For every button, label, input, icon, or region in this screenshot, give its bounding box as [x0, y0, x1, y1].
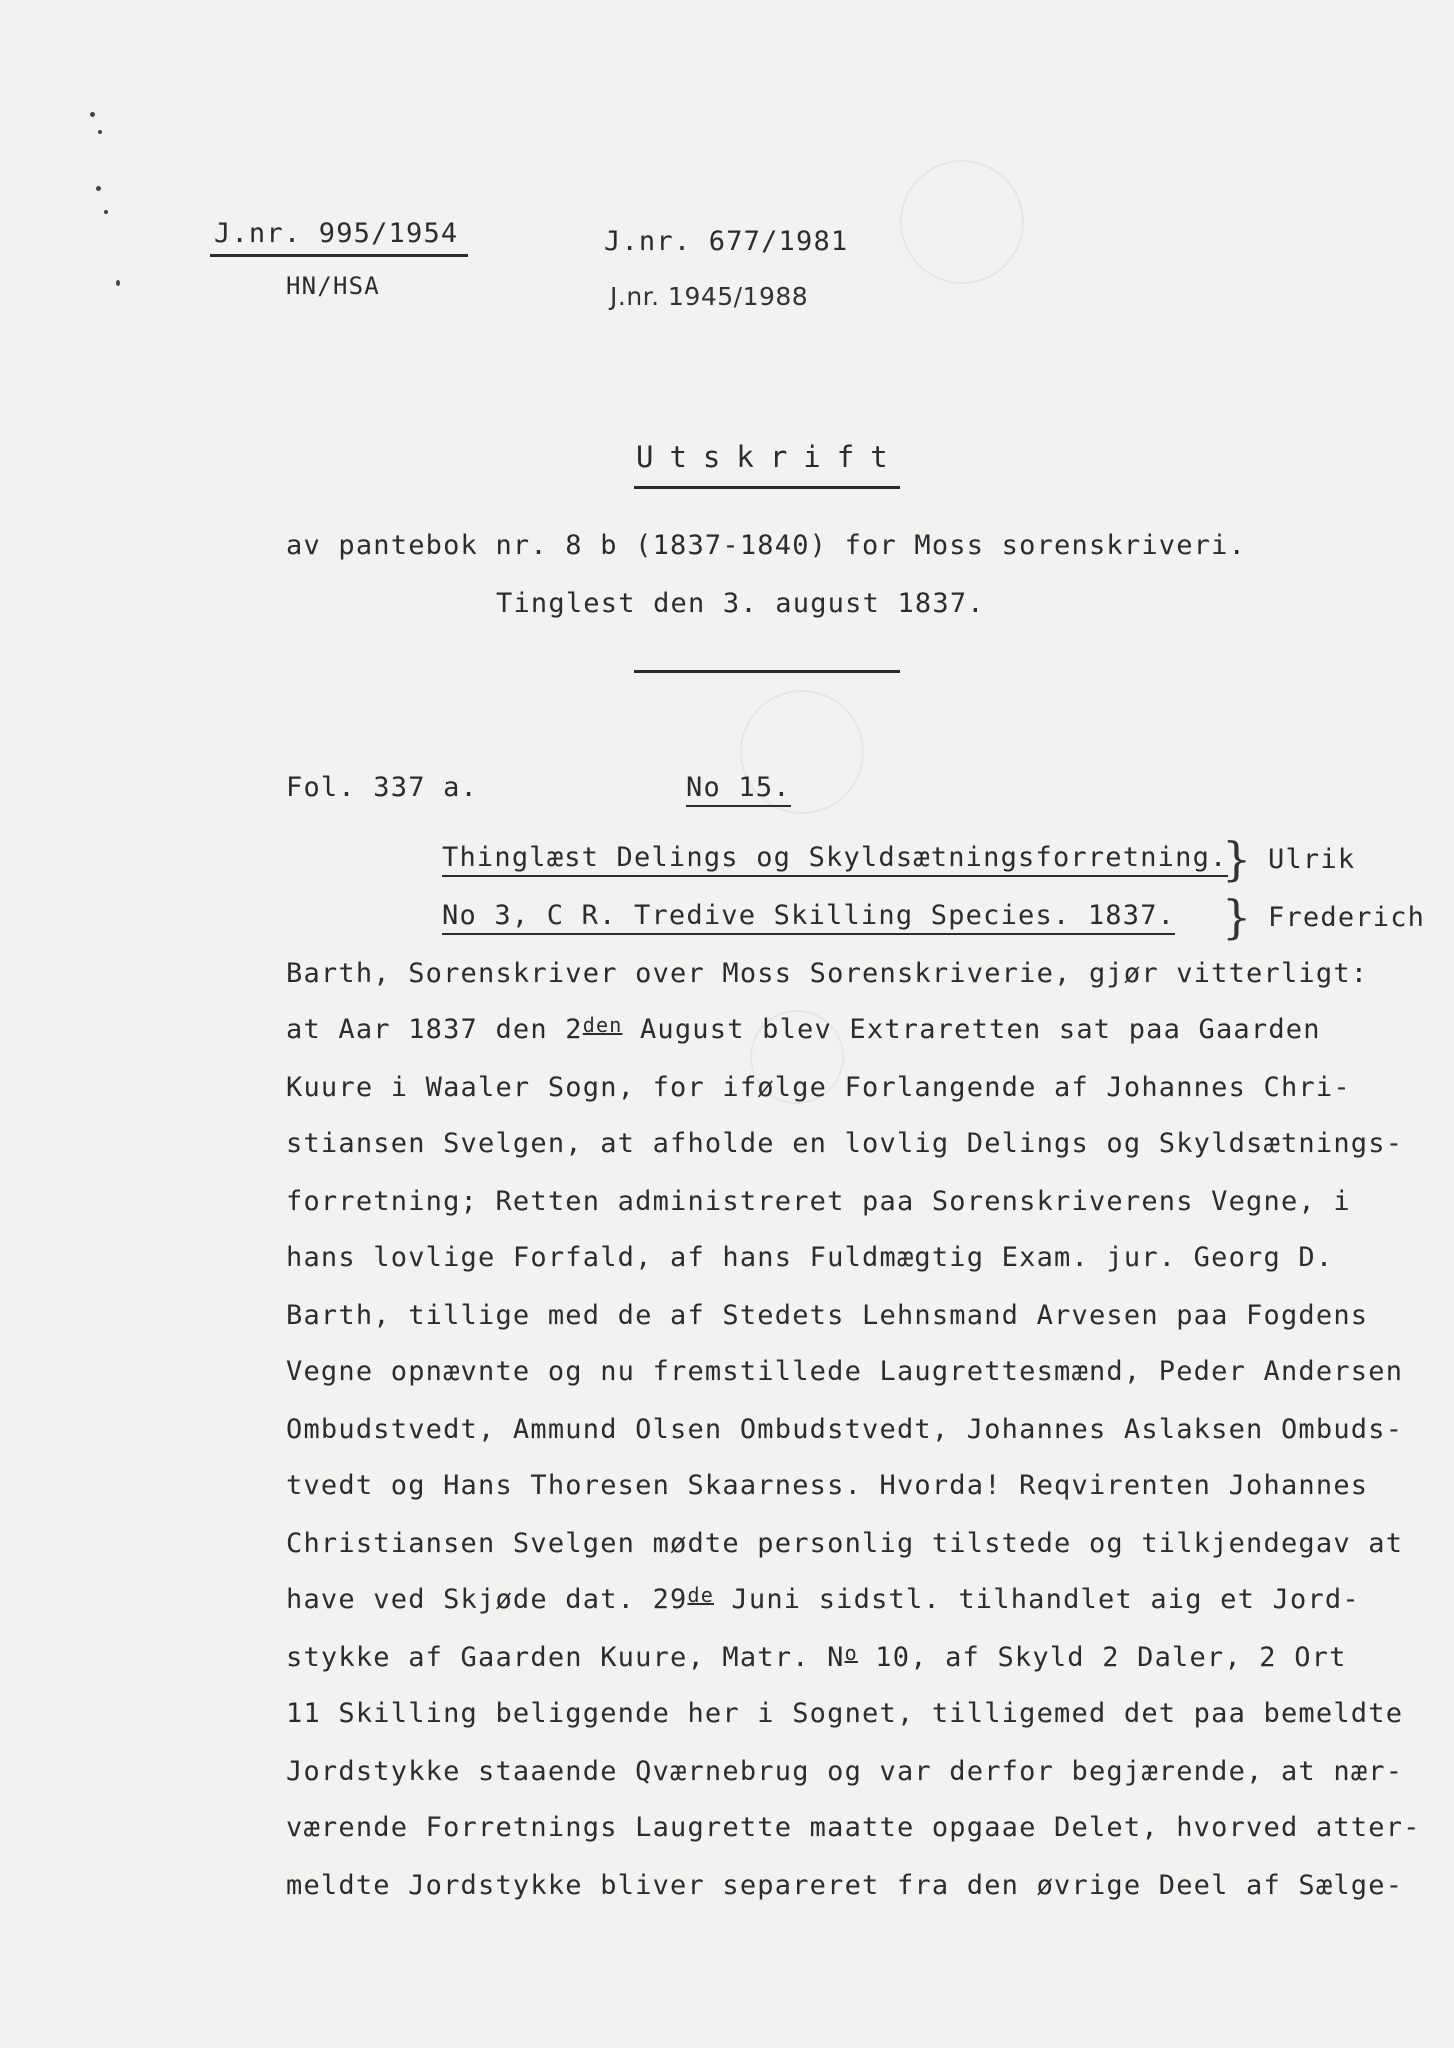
body-line: Vegne opnævnte og nu fremstillede Laugrettesmænd, Peder Andersen: [286, 1356, 1404, 1387]
entry-number: No 15.: [686, 772, 791, 807]
body-line: hans lovlige Forfald, af hans Fuldmægtig Exam. jur. Georg D.: [286, 1242, 1334, 1273]
title-rule: [634, 486, 900, 489]
journal-number-right-2: J.nr. 1945/1988: [610, 282, 809, 311]
body-line: Kuure i Waaler Sogn, for ifølge Forlangende af Johannes Chri-: [286, 1072, 1351, 1103]
body-line: Jordstykke staaende Qværnebrug og var derfor begjærende, at nær-: [286, 1756, 1404, 1787]
body-line: meldte Jordstykke bliver separeret fra den øvrige Deel af Sælge-: [286, 1870, 1404, 1901]
body-line: tvedt og Hans Thoresen Skaarness. Hvorda! Reqvirenten Johannes: [286, 1470, 1369, 1501]
bleed-through-mark: [900, 160, 1024, 284]
journal-number-right-1: J.nr. 677/1981: [604, 226, 849, 257]
body-line: forretning; Retten administreret paa Sorenskriverens Vegne, i: [286, 1186, 1351, 1217]
punch-speck: [116, 280, 120, 286]
document-title: Utskrift: [636, 440, 904, 474]
punch-speck: [96, 186, 101, 191]
body-line: stykke af Gaarden Kuure, Matr. $N^o$ 10, af Skyld 2 Daler, 2 Ort: [286, 1641, 1347, 1673]
body-line: værende Forretnings Laugrette maatte opgaae Delet, hvorved atter-: [286, 1812, 1421, 1843]
body-line: have ved Skjøde dat. 29de Juni sidstl. tilhandlet aig et Jord-: [286, 1583, 1360, 1615]
journal-number-left: J.nr. 995/1954: [214, 218, 459, 249]
body-line: at Aar 1837 den $2^{den}$ August blev Extraretten sat paa Gaarden: [286, 1013, 1321, 1045]
body-line: Christiansen Svelgen mødte personlig tilstede og tilkjendegav at: [286, 1528, 1404, 1559]
subtitle-source: av pantebok nr. 8 b (1837-1840) for Moss sorenskriveri.: [286, 530, 1247, 561]
margin-name-2: Frederich: [1268, 902, 1426, 933]
punch-speck: [98, 130, 102, 134]
section-rule: [634, 670, 900, 673]
punch-speck: [104, 210, 108, 214]
brace-mark: }: [1222, 890, 1252, 944]
body-line: Ombudstvedt, Ammund Olsen Ombudstvedt, Johannes Aslaksen Ombuds-: [286, 1414, 1404, 1445]
body-line: 11 Skilling beliggende her i Sognet, tilligemed det paa bemeldte: [286, 1698, 1404, 1729]
initials: HN/HSA: [286, 272, 380, 300]
body-line: Barth, tillige med de af Stedets Lehnsmand Arvesen paa Fogdens: [286, 1300, 1369, 1331]
punch-speck: [90, 112, 95, 117]
margin-name-1: Ulrik: [1268, 844, 1356, 875]
header-rule: [210, 254, 468, 257]
brace-mark: }: [1222, 832, 1252, 886]
entry-heading-1: Thinglæst Delings og Skyldsætningsforretning.: [442, 842, 1228, 877]
folio-reference: Fol. 337 a.: [286, 772, 479, 803]
body-line: stiansen Svelgen, at afholde en lovlig Delings og Skyldsætnings-: [286, 1128, 1404, 1159]
subtitle-date: Tinglest den 3. august 1837.: [496, 588, 985, 619]
entry-heading-2: No 3, C R. Tredive Skilling Species. 1837.: [442, 900, 1175, 935]
body-line: Barth, Sorenskriver over Moss Sorenskriverie, gjør vitterligt:: [286, 958, 1369, 989]
